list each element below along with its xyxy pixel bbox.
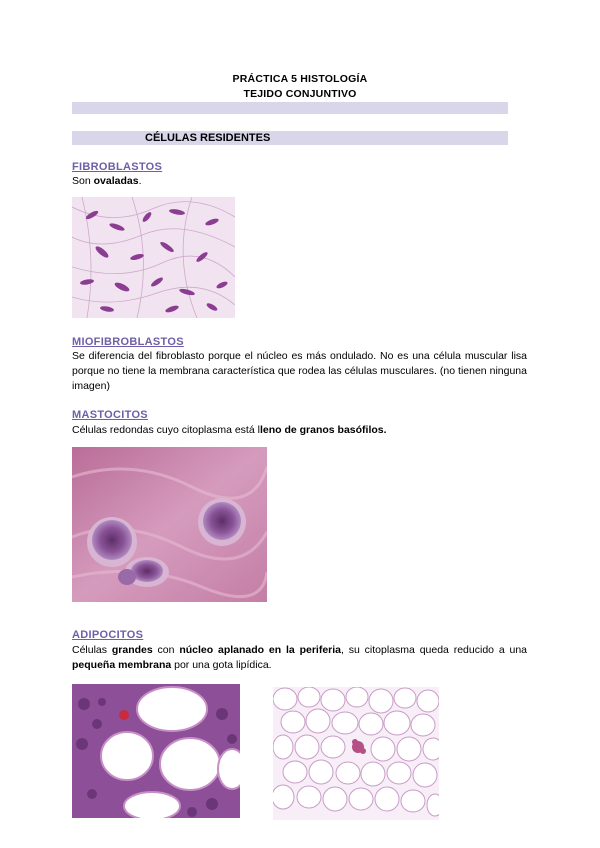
miofibroblastos-heading: MIOFIBROBLASTOS bbox=[72, 336, 184, 348]
page-title: PRÁCTICA 5 HISTOLOGÍA bbox=[232, 73, 368, 85]
miofibroblastos-text: Se diferencia del fibroblasto porque el núcleo es más ondulado. No es una célula muscular lisa porque no tiene la membrana característica que rodea las células musculares. (no tienen ninguna imagen) bbox=[72, 350, 527, 392]
section-bar bbox=[72, 131, 508, 145]
adipocyte-micrograph-low bbox=[273, 687, 439, 820]
adipocitos-text: Células grandes con núcleo aplanado en la periferia, su citoplasma queda reducido a una pequeña membrana por una gota lipídica. bbox=[72, 644, 528, 671]
title-underline-bar bbox=[72, 102, 508, 114]
page-subtitle: TEJIDO CONJUNTIVO bbox=[243, 88, 357, 100]
adipocitos-heading: ADIPOCITOS bbox=[72, 629, 144, 641]
section-heading: CÉLULAS RESIDENTES bbox=[145, 132, 271, 144]
fibroblastos-text: Son ovaladas. bbox=[72, 175, 142, 187]
adipocyte-micrograph-high bbox=[72, 684, 240, 818]
mastocitos-heading: MASTOCITOS bbox=[72, 409, 148, 421]
mastocyte-micrograph bbox=[72, 447, 267, 602]
fibroblastos-heading: FIBROBLASTOS bbox=[72, 161, 163, 173]
mastocitos-text: Células redondas cuyo citoplasma está lleno de granos basófilos. bbox=[72, 424, 387, 436]
fibroblast-micrograph bbox=[72, 197, 235, 318]
